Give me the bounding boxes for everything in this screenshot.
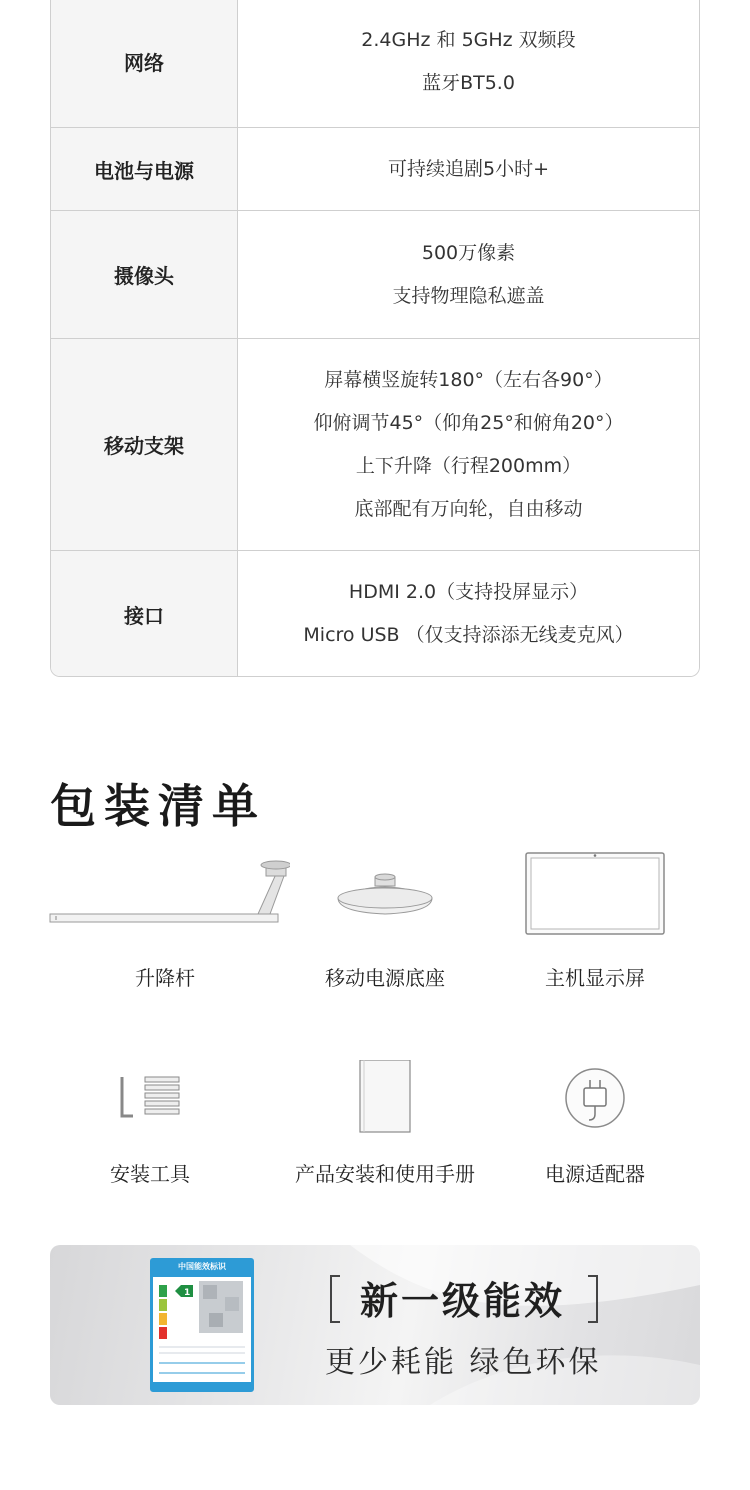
spec-values — [238, 551, 699, 677]
spec-row-stand — [51, 339, 699, 551]
energy-label-header: 中国能效标识 — [153, 1261, 251, 1277]
energy-label-icon — [150, 1258, 254, 1392]
spec-row-network — [51, 0, 699, 128]
display-screen-icon — [470, 850, 720, 940]
packing-title: 包装清单 — [50, 779, 266, 833]
install-tools-icon — [25, 1060, 275, 1130]
spec-values — [238, 128, 699, 210]
spec-value: 仰俯调节45°（仰角25°和俯角20°） — [313, 411, 624, 434]
spec-label: 摄像头 — [51, 211, 238, 338]
spec-row-battery — [51, 128, 699, 211]
spec-value: 蓝牙BT5.0 — [422, 71, 515, 94]
energy-grade-chart — [153, 1277, 251, 1389]
spec-value: HDMI 2.0（支持投屏显示） — [348, 581, 589, 603]
spec-value: 底部配有万向轮，自由移动 — [354, 497, 583, 520]
spec-values — [238, 339, 699, 550]
spec-value: 500万像素 — [421, 241, 516, 264]
spec-value: 上下升降（行程200mm） — [355, 454, 582, 477]
spec-label: 网络 — [51, 0, 238, 127]
banner-title: 新一级能效 — [359, 1278, 565, 1323]
spec-table — [50, 0, 700, 677]
spec-value: 2.4GHz 和 5GHz 双频段 — [361, 28, 576, 51]
spec-label: 电池与电源 — [51, 128, 238, 210]
spec-row-ports — [51, 551, 699, 677]
pack-label: 安装工具 — [110, 1162, 190, 1186]
spec-value: 支持物理隐私遮盖 — [392, 284, 545, 307]
pack-label: 升降杆 — [135, 966, 195, 990]
spec-row-camera — [51, 211, 699, 339]
spec-label: 移动支架 — [51, 339, 238, 550]
energy-efficiency-banner — [50, 1245, 700, 1405]
pack-label: 产品安装和使用手册 — [295, 1162, 475, 1186]
spec-value: 可持续追剧5小时+ — [387, 157, 549, 180]
pack-label: 主机显示屏 — [545, 966, 645, 990]
pack-label: 电源适配器 — [545, 1162, 645, 1186]
spec-value: Micro USB （仅支持添添无线麦克风） — [303, 624, 634, 646]
spec-values — [238, 211, 699, 338]
energy-grade-number: 1 — [184, 1288, 191, 1298]
bracket-right — [588, 1275, 598, 1323]
lift-pole-icon — [40, 850, 290, 930]
power-adapter-icon — [470, 1060, 720, 1140]
banner-subtitle: 更少耗能 绿色环保 — [325, 1345, 602, 1380]
spec-value: 屏幕横竖旋转180°（左右各90°） — [324, 368, 613, 391]
pack-label: 移动电源底座 — [325, 966, 445, 990]
spec-label: 接口 — [51, 551, 238, 677]
spec-values — [238, 0, 699, 127]
energy-label-footer — [153, 1382, 251, 1389]
